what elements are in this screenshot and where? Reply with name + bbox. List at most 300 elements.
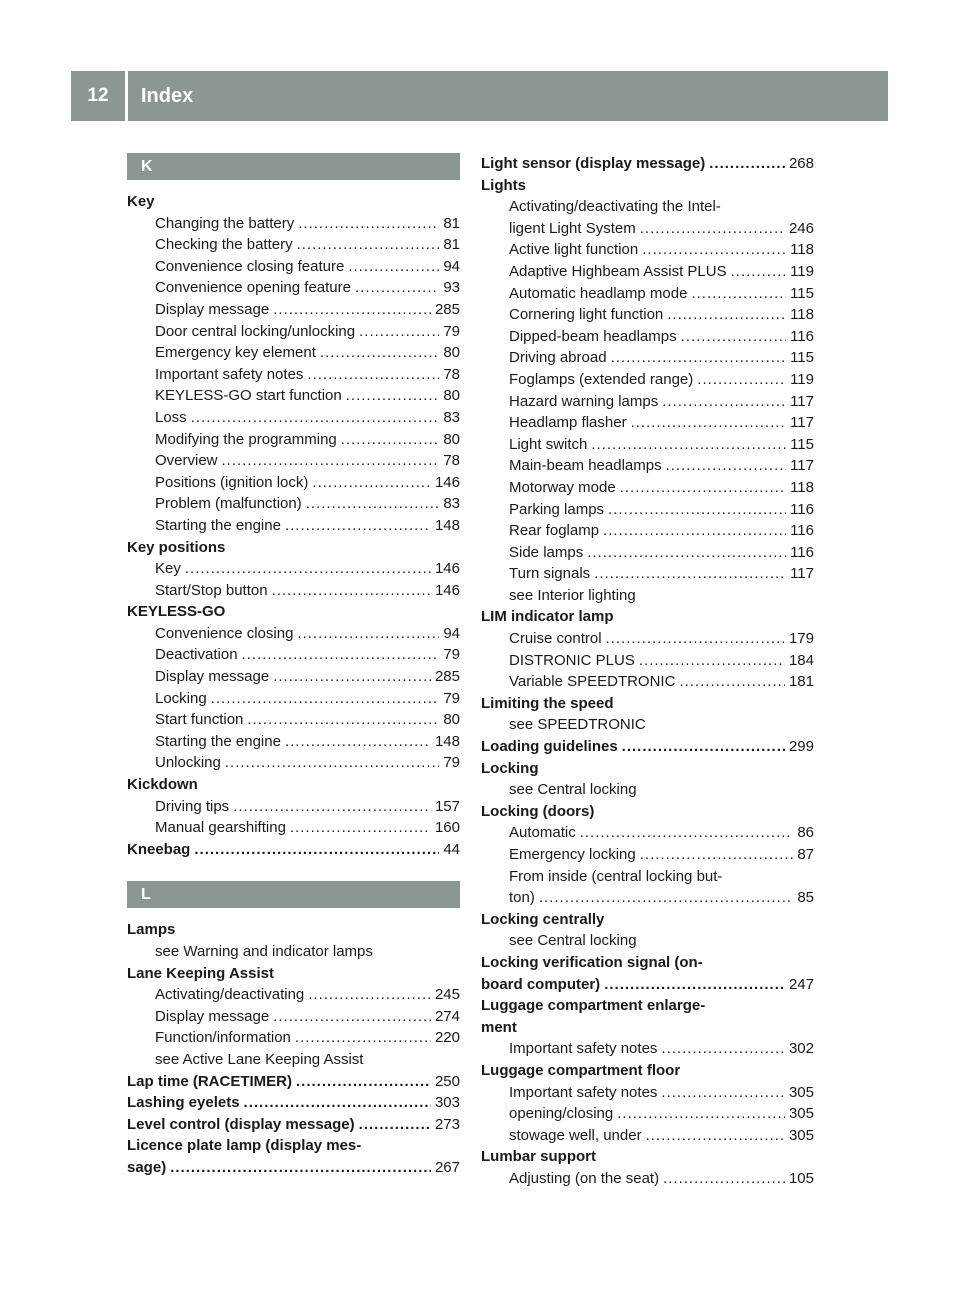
- entry-text: Lane Keeping Assist: [127, 964, 274, 982]
- index-entry: [127, 919, 460, 941]
- entry-text: Key: [127, 193, 155, 210]
- entry-text: Starting the engine: [155, 732, 281, 750]
- entry-text: Important safety notes: [509, 1083, 658, 1101]
- dot-leader: [348, 256, 439, 278]
- index-subentry: [127, 429, 460, 451]
- entry-text: Important safety notes: [509, 1040, 658, 1058]
- page-reference: 116: [790, 522, 814, 540]
- dot-leader: [320, 342, 439, 364]
- index-subentry: [481, 1038, 814, 1060]
- index-subentry: [127, 709, 460, 731]
- page-reference: 285: [434, 668, 460, 686]
- page-reference: 44: [443, 840, 460, 858]
- dot-leader: [355, 277, 439, 299]
- index-subentry: [481, 714, 814, 736]
- entry-text: DISTRONIC PLUS: [509, 651, 635, 669]
- entry-text: Active light function: [509, 241, 639, 259]
- page-reference: 83: [443, 495, 460, 513]
- page-reference: 79: [443, 689, 460, 707]
- index-entry: [127, 1092, 460, 1114]
- index-subentry: [127, 256, 460, 278]
- index-subentry: [481, 844, 814, 866]
- dot-leader: [346, 385, 440, 407]
- dot-leader: [242, 644, 440, 666]
- index-subentry: [127, 299, 460, 321]
- page-reference: 94: [443, 257, 460, 275]
- page-reference: 94: [443, 624, 460, 642]
- page-reference: 250: [434, 1072, 460, 1090]
- index-subentry: [127, 1006, 460, 1028]
- spacer: [127, 180, 460, 191]
- entry-text: Lashing eyelets: [127, 1094, 240, 1112]
- page-reference: 273: [434, 1115, 460, 1133]
- page-header: [71, 71, 888, 121]
- entry-text: Start/Stop button: [155, 581, 268, 599]
- index-subentry: [481, 887, 814, 909]
- index-subentry: [127, 277, 460, 299]
- entry-text: Parking lamps: [509, 500, 605, 518]
- page-reference: 246: [788, 219, 814, 237]
- dot-leader: [273, 299, 431, 321]
- entry-text: Manual gearshifting: [155, 819, 286, 837]
- index-subentry: [481, 779, 814, 801]
- page-reference: 85: [797, 889, 814, 907]
- entry-text: Light sensor (display message): [481, 155, 706, 172]
- dot-leader: [273, 1006, 431, 1028]
- dot-leader: [667, 304, 786, 326]
- index-entry: [127, 839, 460, 861]
- dot-leader: [298, 213, 439, 235]
- dot-leader: [642, 239, 786, 261]
- spacer: [127, 908, 460, 919]
- entry-text: Luggage compartment enlarge-: [481, 997, 706, 1015]
- entry-text: board computer): [481, 975, 601, 993]
- entry-text: Motorway mode: [509, 478, 616, 496]
- dot-leader: [306, 493, 440, 515]
- index-subentry: [481, 628, 814, 650]
- entry-text: sage): [127, 1158, 167, 1176]
- entry-text: Hazard warning lamps: [509, 392, 659, 410]
- dot-leader: [666, 455, 787, 477]
- index-subentry: [481, 930, 814, 952]
- index-subentry: [127, 515, 460, 537]
- entry-text: Checking the battery: [155, 236, 293, 254]
- page-reference: 181: [788, 673, 814, 691]
- index-subentry: [481, 434, 814, 456]
- entry-text: see Active Lane Keeping Assist: [155, 1050, 364, 1068]
- entry-text: Loading guidelines: [481, 738, 618, 756]
- page-reference: 119: [790, 370, 814, 388]
- index-subentry: [127, 1049, 460, 1071]
- entry-text: Starting the engine: [155, 516, 281, 534]
- entry-text: Problem (malfunction): [155, 495, 302, 513]
- page-reference: 184: [788, 651, 814, 669]
- entry-text: Positions (ignition lock): [155, 473, 309, 491]
- page-reference: 285: [434, 300, 460, 318]
- dot-leader: [640, 218, 785, 240]
- entry-text: Side lamps: [509, 543, 584, 561]
- spacer: [127, 860, 460, 881]
- entry-text: Luggage compartment floor: [481, 1061, 681, 1079]
- index-subentry: [127, 493, 460, 515]
- index-subentry: [127, 731, 460, 753]
- entry-text: Door central locking/unlocking: [155, 322, 356, 340]
- entry-text: Convenience opening feature: [155, 279, 351, 297]
- dot-leader: [170, 1157, 431, 1179]
- entry-text: Foglamps (extended range): [509, 370, 694, 388]
- entry-text: Overview: [155, 452, 218, 470]
- dot-leader: [272, 580, 431, 602]
- index-entry: [127, 191, 460, 213]
- dot-leader: [697, 369, 786, 391]
- page-reference: 119: [790, 262, 814, 280]
- page-reference: 115: [790, 435, 814, 453]
- entry-text: Activating/deactivating the Intel-: [509, 198, 721, 216]
- entry-text: Emergency locking: [509, 846, 636, 863]
- entry-text: Locking centrally: [481, 910, 605, 928]
- index-subentry: [127, 558, 460, 580]
- dot-leader: [617, 1103, 785, 1125]
- page-reference: 117: [790, 414, 814, 432]
- dot-leader: [606, 628, 785, 650]
- page-reference: 115: [790, 284, 814, 302]
- entry-text: Lamps: [127, 921, 176, 939]
- entry-text: see Central locking: [509, 781, 637, 799]
- page-reference: 79: [443, 754, 460, 772]
- entry-text: Rear foglamp: [509, 522, 600, 540]
- index-subentry: [481, 196, 814, 218]
- entry-text: From inside (central locking but-: [509, 867, 723, 885]
- entry-text: Display message: [155, 300, 270, 318]
- entry-text: Dipped-beam headlamps: [509, 327, 677, 345]
- index-entry: [481, 153, 814, 175]
- entry-text: Convenience closing: [155, 624, 294, 642]
- dot-leader: [359, 1114, 431, 1136]
- section-letter-heading: L: [127, 881, 460, 908]
- dot-leader: [359, 321, 439, 343]
- dot-leader: [622, 736, 785, 758]
- index-entry: [481, 974, 814, 996]
- dot-leader: [222, 450, 440, 472]
- entry-text: Turn signals: [509, 565, 591, 583]
- index-column-left: [127, 153, 460, 1179]
- dot-leader: [681, 326, 786, 348]
- page-reference: 220: [434, 1029, 460, 1047]
- page-reference: 268: [788, 155, 814, 172]
- index-subentry: [127, 984, 460, 1006]
- index-subentry: [481, 283, 814, 305]
- index-entry: [481, 995, 814, 1017]
- page-reference: 247: [788, 975, 814, 993]
- entry-text: Cruise control: [509, 630, 602, 648]
- page-reference: 116: [790, 543, 814, 561]
- dot-leader: [646, 1125, 785, 1147]
- entry-text: KEYLESS-GO start function: [155, 387, 342, 405]
- dot-leader: [580, 822, 794, 844]
- index-entry: [481, 693, 814, 715]
- entry-text: stowage well, under: [509, 1126, 642, 1144]
- index-entry: [481, 175, 814, 197]
- dot-leader: [631, 412, 787, 434]
- index-subentry: [127, 688, 460, 710]
- entry-text: ligent Light System: [509, 219, 636, 237]
- entry-text: see SPEEDTRONIC: [509, 716, 646, 734]
- index-subentry: [481, 304, 814, 326]
- dot-leader: [285, 731, 431, 753]
- entry-text: Lumbar support: [481, 1148, 596, 1166]
- index-entry: [127, 537, 460, 559]
- dot-leader: [312, 472, 431, 494]
- index-subentry: [481, 499, 814, 521]
- entry-text: Locking: [155, 689, 207, 707]
- index-subentry: [127, 580, 460, 602]
- entry-text: Licence plate lamp (display mes-: [127, 1137, 362, 1155]
- entry-text: Changing the battery: [155, 214, 295, 232]
- page-reference: 117: [790, 457, 814, 475]
- index-entry: [127, 1135, 460, 1157]
- page-reference: 87: [797, 846, 814, 863]
- entry-text: see Warning and indicator lamps: [155, 943, 373, 960]
- entry-text: Key: [155, 560, 181, 578]
- index-column-right: [481, 153, 814, 1190]
- index-subentry: [481, 1082, 814, 1104]
- page-title: Index: [141, 84, 194, 107]
- index-subentry: [481, 347, 814, 369]
- page-reference: 80: [443, 344, 460, 362]
- index-subentry: [481, 650, 814, 672]
- entry-text: Key positions: [127, 538, 226, 556]
- index-subentry: [481, 391, 814, 413]
- page-reference: 78: [443, 452, 460, 470]
- entry-text: Lap time (RACETIMER): [127, 1072, 292, 1090]
- index-subentry: [481, 585, 814, 607]
- dot-leader: [539, 887, 793, 909]
- page-reference: 81: [443, 236, 460, 254]
- page-number: 12: [87, 85, 109, 106]
- dot-leader: [211, 688, 440, 710]
- dot-leader: [295, 1027, 431, 1049]
- dot-leader: [640, 844, 794, 866]
- dot-leader: [661, 1038, 785, 1060]
- entry-text: Loss: [155, 408, 187, 426]
- index-subentry: [481, 866, 814, 888]
- index-subentry: [127, 450, 460, 472]
- entry-text: Adjusting (on the seat): [509, 1169, 660, 1187]
- page-reference: 79: [443, 646, 460, 664]
- page-reference: 105: [788, 1169, 814, 1187]
- dot-leader: [297, 623, 439, 645]
- index-entry: [127, 774, 460, 796]
- index-entry: [127, 1114, 460, 1136]
- dot-leader: [594, 563, 786, 585]
- page-reference: 148: [434, 732, 460, 750]
- index-subentry: [481, 542, 814, 564]
- index-subentry: [127, 234, 460, 256]
- dot-leader: [296, 1071, 431, 1093]
- entry-text: Automatic headlamp mode: [509, 284, 688, 302]
- index-entry: [481, 1017, 814, 1039]
- index-entry: [481, 606, 814, 628]
- page-reference: 79: [443, 322, 460, 340]
- entry-text: Main-beam headlamps: [509, 457, 662, 475]
- index-entry: [481, 1060, 814, 1082]
- dot-leader: [679, 671, 785, 693]
- dot-leader: [285, 515, 431, 537]
- page-reference: 80: [443, 711, 460, 729]
- page-reference: 78: [443, 365, 460, 383]
- dot-leader: [611, 347, 787, 369]
- dot-leader: [341, 429, 440, 451]
- dot-leader: [307, 364, 439, 386]
- dot-leader: [247, 709, 439, 731]
- index-entry: [127, 1157, 460, 1179]
- entry-text: Driving tips: [155, 797, 230, 815]
- entry-text: Modifying the programming: [155, 430, 337, 448]
- dot-leader: [273, 666, 431, 688]
- dot-leader: [233, 796, 431, 818]
- dot-leader: [731, 261, 786, 283]
- entry-text: Locking (doors): [481, 802, 595, 820]
- entry-text: Locking verification signal (on-: [481, 953, 703, 971]
- index-subentry: [127, 1027, 460, 1049]
- dot-leader: [591, 434, 786, 456]
- entry-text: Headlamp flasher: [509, 414, 627, 432]
- entry-text: Cornering light function: [509, 306, 664, 324]
- header-divider: [125, 71, 128, 121]
- index-subentry: [481, 369, 814, 391]
- dot-leader: [244, 1092, 431, 1114]
- entry-text: Variable SPEEDTRONIC: [509, 673, 676, 691]
- entry-text: Level control (display message): [127, 1115, 355, 1133]
- entry-text: Convenience closing feature: [155, 257, 345, 275]
- index-subentry: [481, 477, 814, 499]
- entry-text: Start function: [155, 711, 244, 729]
- index-subentry: [481, 822, 814, 844]
- index-subentry: [481, 455, 814, 477]
- page-reference: 302: [788, 1040, 814, 1058]
- index-entry: [481, 736, 814, 758]
- entry-text: ton): [509, 889, 535, 907]
- page-reference: 303: [434, 1094, 460, 1112]
- entry-text: Emergency key element: [155, 344, 316, 362]
- index-entry: [481, 952, 814, 974]
- index-subentry: [127, 472, 460, 494]
- index-subentry: [481, 261, 814, 283]
- index-subentry: [481, 239, 814, 261]
- entry-text: Locking: [481, 759, 539, 777]
- index-subentry: [127, 213, 460, 235]
- index-subentry: [481, 1125, 814, 1147]
- index-entry: [481, 909, 814, 931]
- entry-text: Adaptive Highbeam Assist PLUS: [509, 262, 727, 280]
- index-subentry: [481, 1103, 814, 1125]
- page-reference: 83: [443, 408, 460, 426]
- dot-leader: [620, 477, 786, 499]
- entry-text: Unlocking: [155, 754, 221, 772]
- dot-leader: [661, 1082, 785, 1104]
- dot-leader: [604, 974, 785, 996]
- index-subentry: [127, 752, 460, 774]
- section-letter-heading: K: [127, 153, 460, 180]
- index-subentry: [481, 218, 814, 240]
- index-subentry: [127, 342, 460, 364]
- index-subentry: [481, 563, 814, 585]
- page-reference: 81: [443, 214, 460, 232]
- index-subentry: [127, 407, 460, 429]
- dot-leader: [290, 817, 431, 839]
- entry-text: ment: [481, 1018, 517, 1036]
- dot-leader: [663, 1168, 785, 1190]
- index-subentry: [481, 412, 814, 434]
- index-entry: [127, 963, 460, 985]
- dot-leader: [185, 558, 431, 580]
- dot-leader: [297, 234, 440, 256]
- dot-leader: [194, 839, 439, 861]
- entry-text: Display message: [155, 1007, 270, 1025]
- entry-text: opening/closing: [509, 1105, 614, 1123]
- entry-text: see Interior lighting: [509, 586, 636, 604]
- entry-text: Kneebag: [127, 840, 191, 858]
- entry-text: Automatic: [509, 824, 576, 842]
- page-reference: 93: [443, 279, 460, 297]
- index-subentry: [481, 671, 814, 693]
- index-entry: [127, 1071, 460, 1093]
- entry-text: Important safety notes: [155, 365, 304, 383]
- entry-text: Display message: [155, 668, 270, 686]
- index-subentry: [127, 364, 460, 386]
- page-reference: 160: [434, 819, 460, 837]
- entry-text: Activating/deactivating: [155, 986, 305, 1004]
- page-reference: 267: [434, 1158, 460, 1176]
- page-reference: 117: [790, 392, 814, 410]
- index-subentry: [127, 817, 460, 839]
- index-subentry: [127, 644, 460, 666]
- index-subentry: [127, 796, 460, 818]
- page-reference: 146: [434, 560, 460, 578]
- page-reference: 305: [788, 1083, 814, 1101]
- entry-text: Lights: [481, 176, 526, 194]
- index-subentry: [481, 520, 814, 542]
- page-reference: 146: [434, 473, 460, 491]
- entry-text: Deactivation: [155, 646, 238, 664]
- page-reference: 305: [788, 1105, 814, 1123]
- entry-text: Limiting the speed: [481, 694, 614, 712]
- index-entry: [481, 758, 814, 780]
- dot-leader: [709, 153, 785, 175]
- page-reference: 118: [790, 306, 814, 324]
- dot-leader: [639, 650, 785, 672]
- index-entry: [127, 601, 460, 623]
- page-reference: 86: [797, 824, 814, 842]
- page-reference: 274: [434, 1007, 460, 1025]
- page-reference: 118: [790, 478, 814, 496]
- index-subentry: [127, 941, 460, 963]
- entry-text: KEYLESS-GO: [127, 603, 226, 621]
- page-reference: 80: [443, 387, 460, 405]
- page-reference: 157: [434, 797, 460, 815]
- index-subentry: [127, 666, 460, 688]
- page-reference: 146: [434, 581, 460, 599]
- dot-leader: [225, 752, 439, 774]
- dot-leader: [587, 542, 786, 564]
- page-reference: 305: [788, 1126, 814, 1144]
- dot-leader: [691, 283, 786, 305]
- index-entry: [481, 801, 814, 823]
- entry-text: Light switch: [509, 435, 588, 453]
- dot-leader: [603, 520, 786, 542]
- page-reference: 118: [790, 241, 814, 259]
- page-reference: 80: [443, 430, 460, 448]
